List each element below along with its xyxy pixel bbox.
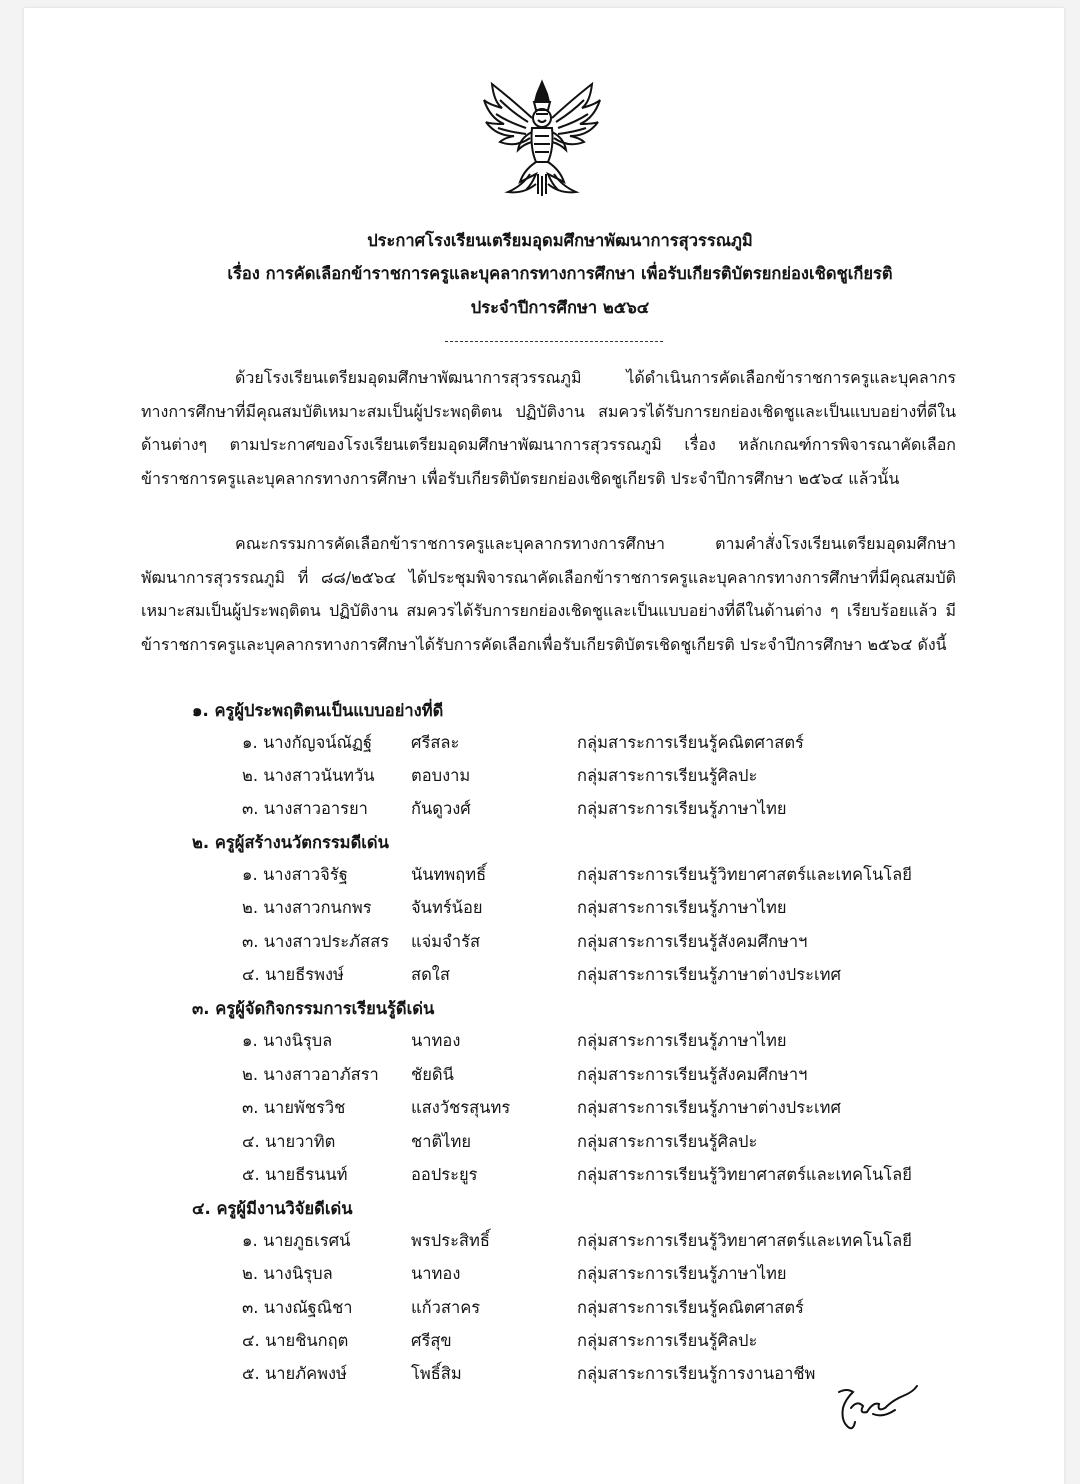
learning-group: กลุ่มสาระการเรียนรู้สังคมศึกษาฯ [577, 1065, 808, 1084]
paragraph-2-text: คณะกรรมการคัดเลือกข้าราชการครูและบุคลากรทางการศึกษา ตามคำสั่งโรงเรียนเตรียมอุดมศึกษาพัฒนาการสุวรรณภูมิ ที่ ๘๘/๒๕๖๔ ได้ประชุมพิจารณาคัดเลือกข้าราชการครูและบุคลากรทางการศึกษาที่มีคุณสมบัติเหมาะสมเป็นผู้ประพฤติตน ปฏิบัติงาน สมควรได้รับการยกย่องเชิดชูและเป็นแบบอย่างที่ดีในด้านต่าง ๆ เรียบร้อยแล้ว มีข้าราชการครูและบุคลากรทางการศึกษาได้รับการคัดเลือกเพื่อรับเกียรติบัตรเชิดชูเกียรติ ประจำปีการศึกษา ๒๕๖๔ ดังนี้ [141, 534, 956, 654]
person-surname: นาทอง [411, 1264, 461, 1283]
learning-group: กลุ่มสาระการเรียนรู้วิทยาศาสตร์และเทคโนโลยี [577, 1165, 912, 1184]
garuda-emblem-icon [480, 78, 604, 200]
person-name: ๒. นางนิรุบล [242, 1264, 333, 1283]
person-surname: แสงวัชรสุนทร [411, 1098, 511, 1117]
person-name: ๑. นางสาวจิรัฐ [242, 865, 348, 884]
table-row [0, 864, 1080, 888]
table-row [0, 1297, 1080, 1321]
learning-group: กลุ่มสาระการเรียนรู้ศิลปะ [577, 1331, 758, 1350]
section-heading: ๒. ครูผู้สร้างนวัตกรรมดีเด่น [192, 833, 389, 852]
person-name: ๒. นางสาวนันทวัน [242, 766, 375, 785]
person-name: ๕. นายธีรนนท์ [242, 1165, 348, 1184]
person-surname: ตอบงาม [411, 766, 471, 785]
person-name: ๕. นายภัคพงษ์ [242, 1364, 347, 1383]
table-row [0, 1131, 1080, 1155]
person-name: ๑. นางนิรุบล [242, 1031, 333, 1050]
learning-group: กลุ่มสาระการเรียนรู้สังคมศึกษาฯ [577, 932, 808, 951]
person-surname: จันทร์น้อย [411, 898, 483, 917]
table-row [0, 931, 1080, 955]
learning-group: กลุ่มสาระการเรียนรู้ภาษาต่างประเทศ [577, 965, 841, 984]
person-surname: นันทพฤทธิ์ [411, 865, 487, 884]
section-heading: ๑. ครูผู้ประพฤติตนเป็นแบบอย่างที่ดี [192, 701, 444, 720]
table-row [0, 897, 1080, 921]
person-surname: ชาติไทย [411, 1132, 472, 1151]
person-surname: แก้วสาคร [411, 1298, 481, 1317]
learning-group: กลุ่มสาระการเรียนรู้คณิตศาสตร์ [577, 733, 804, 752]
table-row [0, 1030, 1080, 1054]
title-divider [445, 341, 663, 342]
table-row [0, 1097, 1080, 1121]
table-row [0, 1330, 1080, 1354]
paragraph-1 [141, 361, 956, 495]
person-surname: แจ่มจำรัส [411, 932, 481, 951]
table-row [0, 1230, 1080, 1254]
person-surname: นาทอง [411, 1031, 461, 1050]
learning-group: กลุ่มสาระการเรียนรู้วิทยาศาสตร์และเทคโนโลยี [577, 865, 912, 884]
table-row [0, 1164, 1080, 1188]
person-name: ๔. นายชินกฤต [242, 1331, 349, 1350]
learning-group: กลุ่มสาระการเรียนรู้ภาษาไทย [577, 1031, 787, 1050]
person-name: ๒. นางสาวกนกพร [242, 898, 372, 917]
signature-icon [833, 1378, 921, 1436]
person-name: ๑. นายภูธเรศน์ [242, 1231, 351, 1250]
title-line-2: เรื่อง การคัดเลือกข้าราชการครูและบุคลากรทางการศึกษา เพื่อรับเกียรติบัตรยกย่องเชิดชูเกียรติ [227, 264, 893, 283]
table-row [0, 798, 1080, 822]
title-line-1: ประกาศโรงเรียนเตรียมอุดมศึกษาพัฒนาการสุวรรณภูมิ [367, 231, 753, 250]
title-line-3: ประจำปีการศึกษา ๒๕๖๔ [470, 298, 650, 317]
person-surname: พรประสิทธิ์ [411, 1231, 490, 1250]
paragraph-2 [141, 527, 956, 661]
person-surname: ชัยดินี [411, 1065, 454, 1084]
person-name: ๔. นายวาทิต [242, 1132, 336, 1151]
section-heading: ๔. ครูผู้มีงานวิจัยดีเด่น [192, 1199, 353, 1218]
person-name: ๔. นายธีรพงษ์ [242, 965, 344, 984]
person-surname: ศรีสุข [411, 1331, 452, 1350]
person-surname: โพธิ์สิม [411, 1364, 462, 1383]
paragraph-1-text: ด้วยโรงเรียนเตรียมอุดมศึกษาพัฒนาการสุวรรณภูมิ ได้ดำเนินการคัดเลือกข้าราชการครูและบุคลากรทางการศึกษาที่มีคุณสมบัติเหมาะสมเป็นผู้ประพฤติตน ปฏิบัติงาน สมควรได้รับการยกย่องเชิดชูและเป็นแบบอย่างที่ดีในด้านต่างๆ ตามประกาศของโรงเรียนเตรียมอุดมศึกษาพัฒนาการสุวรรณภูมิ เรื่อง หลักเกณฑ์การพิจารณาคัดเลือกข้าราชการครูและบุคลากรทางการศึกษา เพื่อรับเกียรติบัตรยกย่องเชิดชูเกียรติ ประจำปีการศึกษา ๒๕๖๔ แล้วนั้น [141, 368, 956, 488]
learning-group: กลุ่มสาระการเรียนรู้ศิลปะ [577, 1132, 758, 1151]
learning-group: กลุ่มสาระการเรียนรู้วิทยาศาสตร์และเทคโนโลยี [577, 1231, 912, 1250]
person-name: ๓. นางสาวอารยา [242, 799, 368, 818]
person-name: ๓. นายพัชรวิช [242, 1098, 346, 1117]
section-heading: ๓. ครูผู้จัดกิจกรรมการเรียนรู้ดีเด่น [192, 999, 435, 1018]
person-name: ๓. นางณัฐณิชา [242, 1298, 353, 1317]
person-name: ๑. นางกัญจน์ณัฏฐ์ [242, 733, 373, 752]
table-row [0, 964, 1080, 988]
learning-group: กลุ่มสาระการเรียนรู้ภาษาไทย [577, 898, 787, 917]
table-row [0, 732, 1080, 756]
person-surname: กันดูวงศ์ [411, 799, 471, 818]
table-row [0, 1263, 1080, 1287]
learning-group: กลุ่มสาระการเรียนรู้ภาษาต่างประเทศ [577, 1098, 841, 1117]
person-surname: ออประยูร [411, 1165, 478, 1184]
table-row [0, 765, 1080, 789]
person-surname: สดใส [411, 965, 450, 984]
person-surname: ศรีสละ [411, 733, 460, 752]
learning-group: กลุ่มสาระการเรียนรู้ภาษาไทย [577, 1264, 787, 1283]
table-row [0, 1064, 1080, 1088]
person-name: ๓. นางสาวประภัสสร [242, 932, 390, 951]
learning-group: กลุ่มสาระการเรียนรู้การงานอาชีพ [577, 1364, 816, 1383]
learning-group: กลุ่มสาระการเรียนรู้ภาษาไทย [577, 799, 787, 818]
learning-group: กลุ่มสาระการเรียนรู้คณิตศาสตร์ [577, 1298, 804, 1317]
learning-group: กลุ่มสาระการเรียนรู้ศิลปะ [577, 766, 758, 785]
person-name: ๒. นางสาวอาภัสรา [242, 1065, 379, 1084]
